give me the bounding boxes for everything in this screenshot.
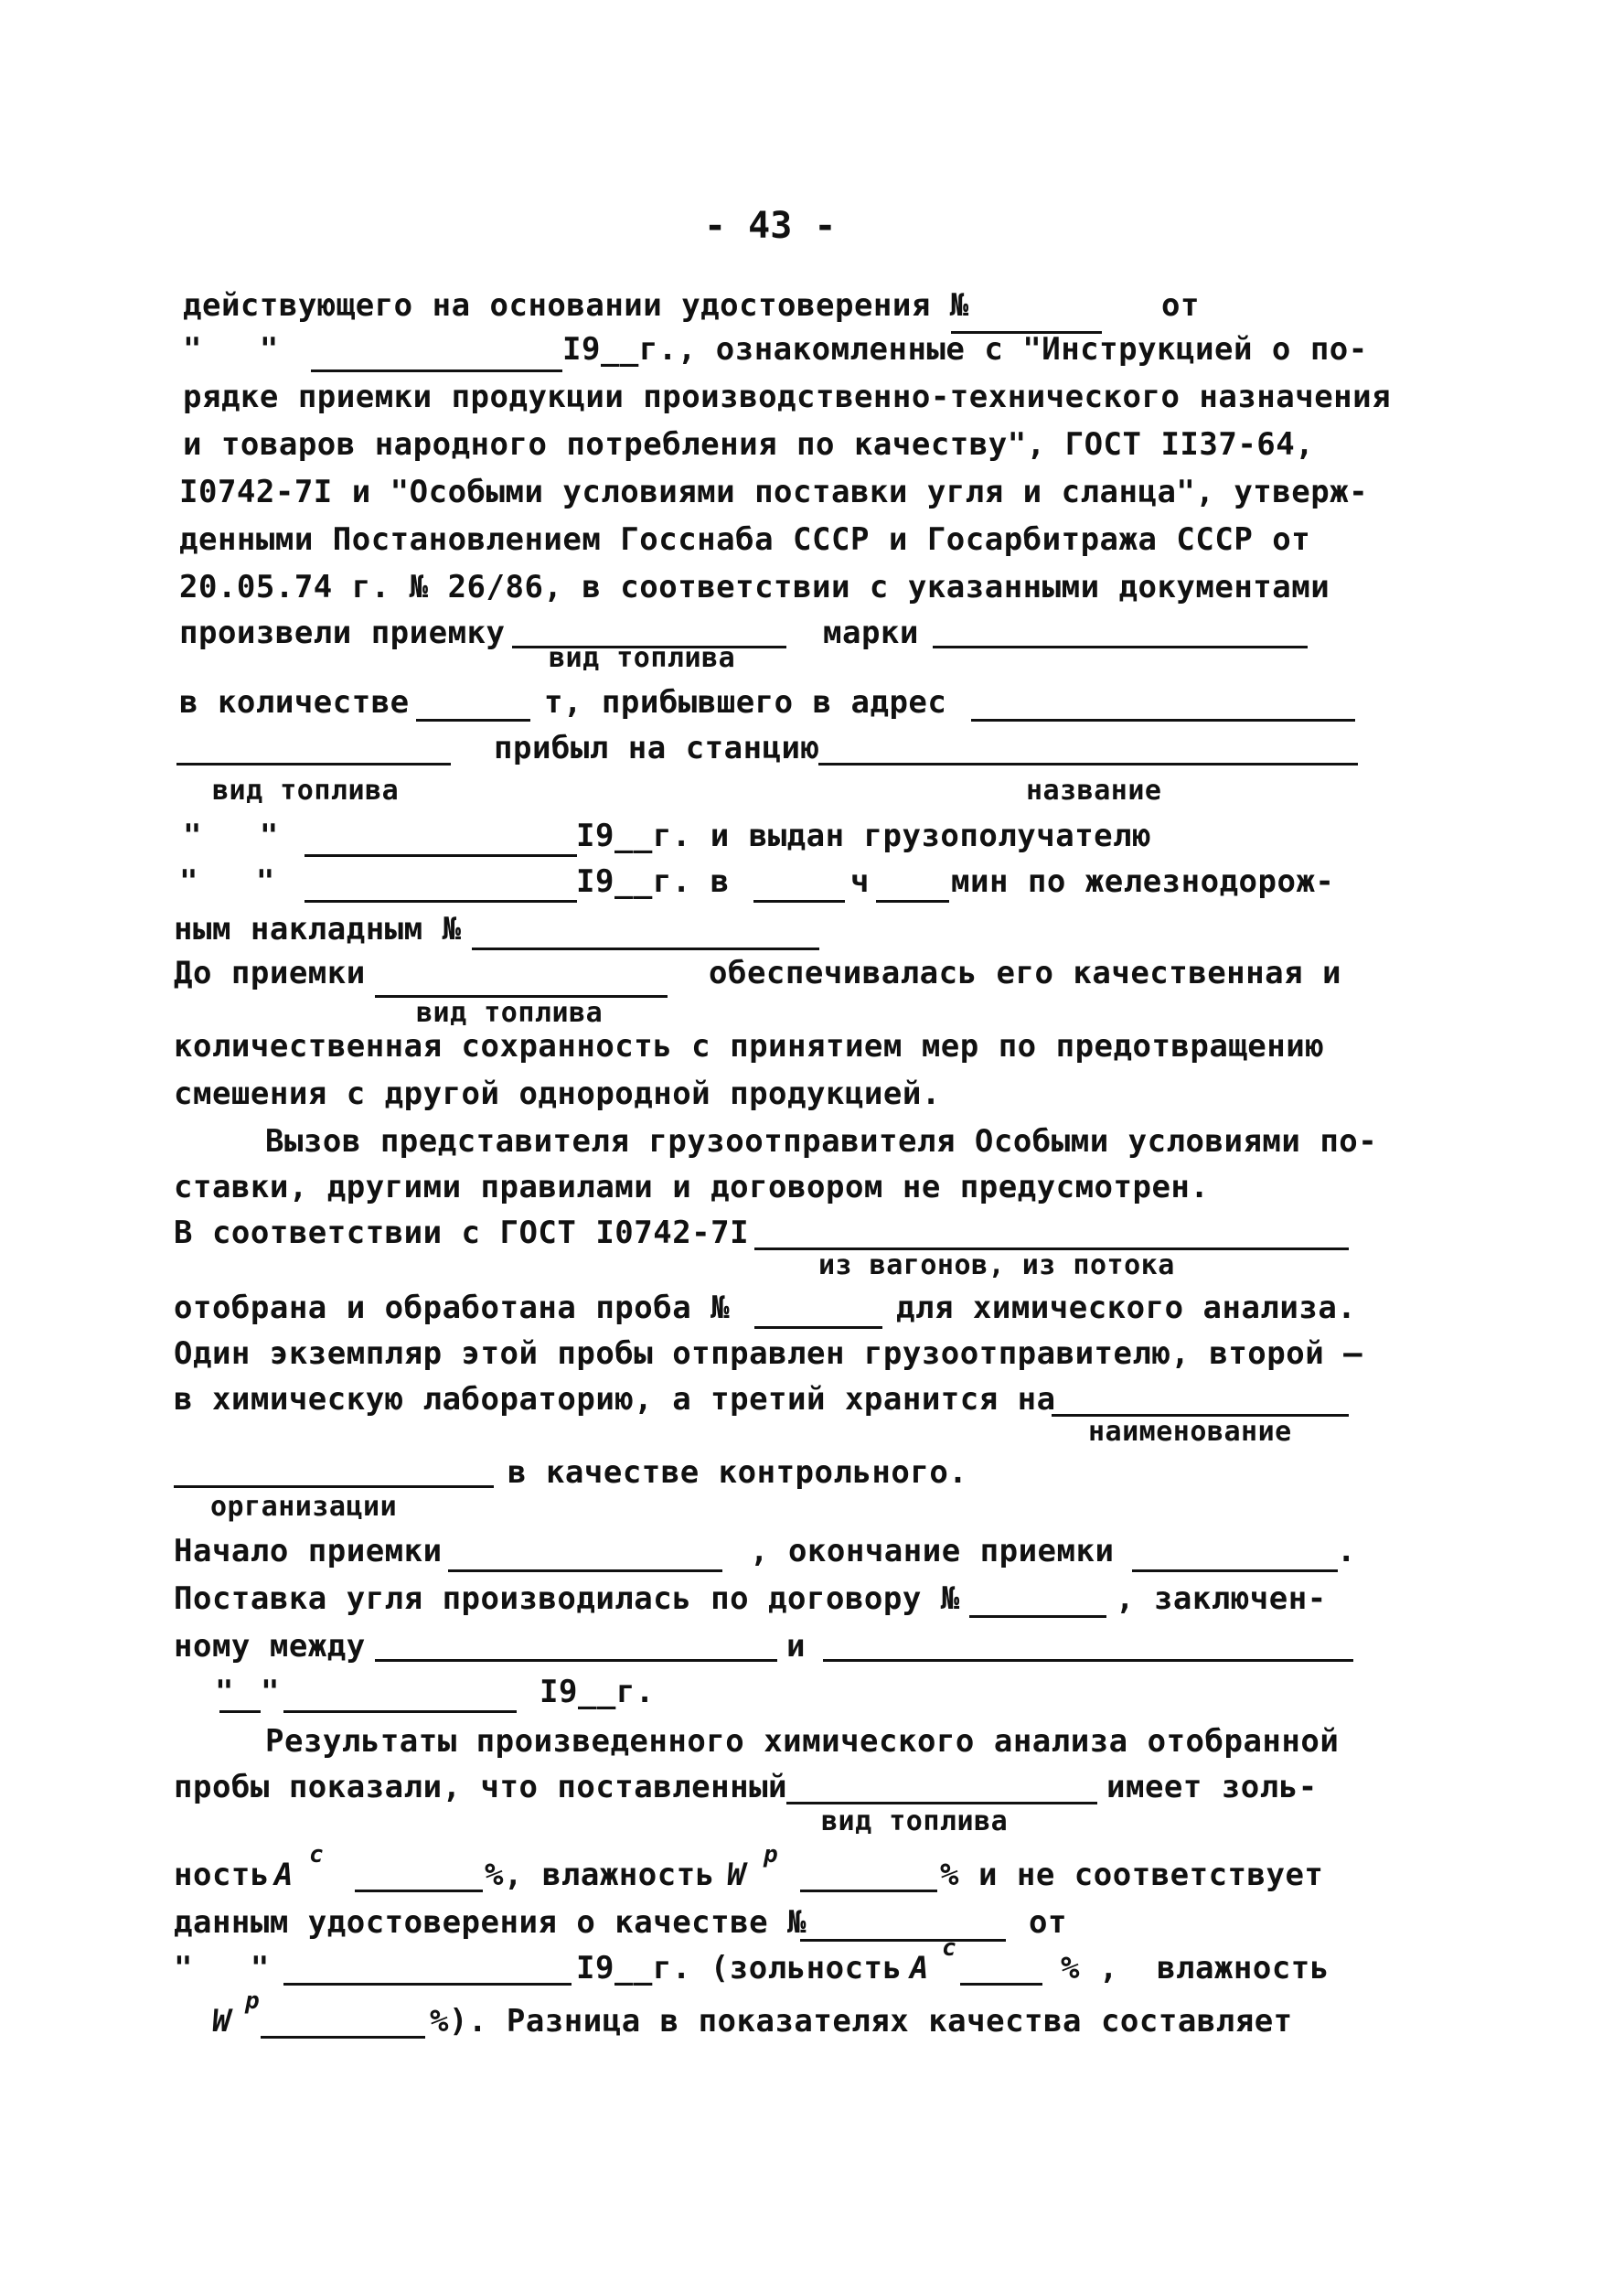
blank-day xyxy=(219,1710,261,1713)
caption-name: название xyxy=(1026,775,1162,807)
blank-contract-number xyxy=(969,1615,1106,1618)
blank-address xyxy=(971,719,1355,722)
text-line-26: ному между xyxy=(174,1628,366,1665)
text-line-25-b: , заключен- xyxy=(1116,1580,1327,1617)
ash-superscript: c xyxy=(309,1841,325,1868)
blank-date-3 xyxy=(304,900,577,903)
moisture-superscript-2: p xyxy=(245,1987,261,2015)
text-line-18: ставки, другими правилами и договором не предусмотрен. xyxy=(174,1169,1210,1205)
blank-moisture xyxy=(800,1890,937,1892)
text-line-32-p: % , xyxy=(1061,1950,1118,1986)
caption-fuel-type-2: вид топлива xyxy=(212,775,400,807)
text-line-27: I9__г. xyxy=(540,1674,655,1710)
text-line-29-b: имеет золь- xyxy=(1106,1769,1318,1805)
blank-grade xyxy=(933,646,1308,648)
text-line-8: произвели приемку xyxy=(179,615,506,651)
text-line-1: действующего на основании удостоверения № xyxy=(183,287,969,324)
caption-organization: организации xyxy=(210,1491,398,1523)
blank-party-2 xyxy=(823,1659,1353,1662)
text-line-1-from: от xyxy=(1161,287,1200,324)
text-line-15: количественная сохранность с принятием мер по предотвращению xyxy=(174,1028,1325,1065)
text-line-12-h: ч xyxy=(850,863,870,900)
blank-ash-2 xyxy=(960,1983,1042,1986)
quote-close: " xyxy=(261,1674,280,1710)
text-line-14-b: обеспечивалась его качественная и xyxy=(709,955,1342,991)
text-line-12-min: мин по железнодорож- xyxy=(951,863,1335,900)
blank-date-4 xyxy=(283,1710,517,1713)
moisture-symbol: W xyxy=(727,1857,746,1893)
text-line-26-and: и xyxy=(786,1628,806,1665)
caption-naming: наименование xyxy=(1088,1416,1292,1448)
text-line-30-b: %, влажность xyxy=(485,1857,715,1893)
text-line-3: рядке приемки продукции производственно-технического назначения xyxy=(183,379,1392,415)
text-line-6: денными Постановлением Госснаба СССР и Госарбитража СССР от xyxy=(179,521,1311,558)
text-line-33: %). Разница в показателях качества составляет xyxy=(430,2003,1293,2040)
text-line-24-c: . xyxy=(1337,1533,1356,1569)
blank-moisture-2 xyxy=(261,2036,425,2039)
ash-superscript-2: c xyxy=(942,1934,957,1962)
blank-date-2 xyxy=(304,854,577,857)
text-line-5: I0742-7I и "Особыми условиями поставки угля и сланца", утверж- xyxy=(179,474,1369,510)
text-line-29: пробы показали, что поставленный xyxy=(174,1769,788,1805)
text-line-12: I9__г. в xyxy=(576,863,730,900)
caption-wagons: из вагонов, из потока xyxy=(818,1249,1175,1281)
blank-date-1 xyxy=(311,369,562,372)
quote-marks-3: " " xyxy=(179,863,275,900)
blank-ash xyxy=(355,1890,483,1892)
text-line-24-b: , окончание приемки xyxy=(750,1533,1115,1569)
quote-open: " xyxy=(215,1674,234,1710)
caption-fuel-type-1: вид топлива xyxy=(549,642,736,674)
text-line-11: I9__г. и выдан грузополучателю xyxy=(576,818,1152,854)
blank-date-5 xyxy=(283,1983,572,1986)
blank-end-time xyxy=(1132,1569,1338,1572)
text-line-21: Один экземпляр этой пробы отправлен грузоотправителю, второй – xyxy=(174,1335,1363,1372)
blank-start-time xyxy=(448,1569,722,1572)
blank-waybill-number xyxy=(472,948,819,950)
blank-party-1 xyxy=(375,1659,777,1662)
text-line-10: прибыл на станцию xyxy=(494,730,820,766)
ash-symbol: A xyxy=(274,1857,294,1893)
text-line-32: I9__г. (зольность xyxy=(576,1950,903,1986)
blank-station xyxy=(818,763,1358,766)
ash-symbol-2: A xyxy=(910,1950,929,1986)
text-line-13: ным накладным № xyxy=(174,911,462,948)
text-line-31: данным удостоверения о качестве № xyxy=(174,1904,807,1941)
text-line-20-b: для химического анализа. xyxy=(896,1290,1357,1326)
quote-marks: " " xyxy=(183,331,279,368)
text-line-16: смешения с другой однородной продукцией. xyxy=(174,1076,941,1112)
text-line-20: отобрана и обработана проба № xyxy=(174,1290,731,1326)
blank-storage-org-2 xyxy=(174,1485,494,1488)
text-line-30-c: % и не соответствует xyxy=(940,1857,1324,1893)
text-line-14: До приемки xyxy=(174,955,366,991)
blank-sample-number xyxy=(754,1326,882,1329)
text-line-23: в качестве контрольного. xyxy=(508,1454,968,1491)
text-line-9: в количестве xyxy=(179,684,410,721)
text-line-8-grade: марки xyxy=(823,615,919,651)
moisture-superscript: p xyxy=(764,1841,779,1868)
quote-marks-4: " " xyxy=(174,1950,270,1986)
text-line-19: В соответствии с ГОСТ I0742-7I xyxy=(174,1215,750,1251)
text-line-9-b: т, прибывшего в адрес xyxy=(544,684,947,721)
text-line-4: и товаров народного потребления по качеству", ГОСТ II37-64, xyxy=(183,426,1315,463)
text-line-17: Вызов представителя грузоотправителя Особыми условиями по- xyxy=(265,1123,1378,1160)
caption-fuel-type-3: вид топлива xyxy=(416,997,604,1029)
caption-fuel-type-4: вид топлива xyxy=(821,1805,1009,1837)
text-line-25: Поставка угля производилась по договору № xyxy=(174,1580,960,1617)
blank-hours xyxy=(753,900,845,903)
text-line-7: 20.05.74 г. № 26/86, в соответствии с указанными документами xyxy=(179,569,1330,605)
moisture-symbol-2: W xyxy=(212,2003,231,2040)
text-line-31-from: от xyxy=(1029,1904,1067,1941)
blank-minutes xyxy=(876,900,949,903)
text-line-28: Результаты произведенного химического анализа отобранной xyxy=(265,1723,1340,1760)
blank-certificate-number-2 xyxy=(800,1939,1006,1942)
text-line-32-v: влажность xyxy=(1157,1950,1330,1986)
text-line-30: ность xyxy=(174,1857,270,1893)
text-line-24: Начало приемки xyxy=(174,1533,443,1569)
text-line-22: в химическую лабораторию, а третий хранится на xyxy=(174,1381,1056,1418)
quote-marks-2: " " xyxy=(183,818,279,854)
page-number: - 43 - xyxy=(704,205,837,247)
text-line-2: I9__г., ознакомленные с "Инструкцией о по- xyxy=(562,331,1368,368)
blank-fuel-type-2 xyxy=(176,763,451,766)
blank-quantity xyxy=(416,719,530,722)
